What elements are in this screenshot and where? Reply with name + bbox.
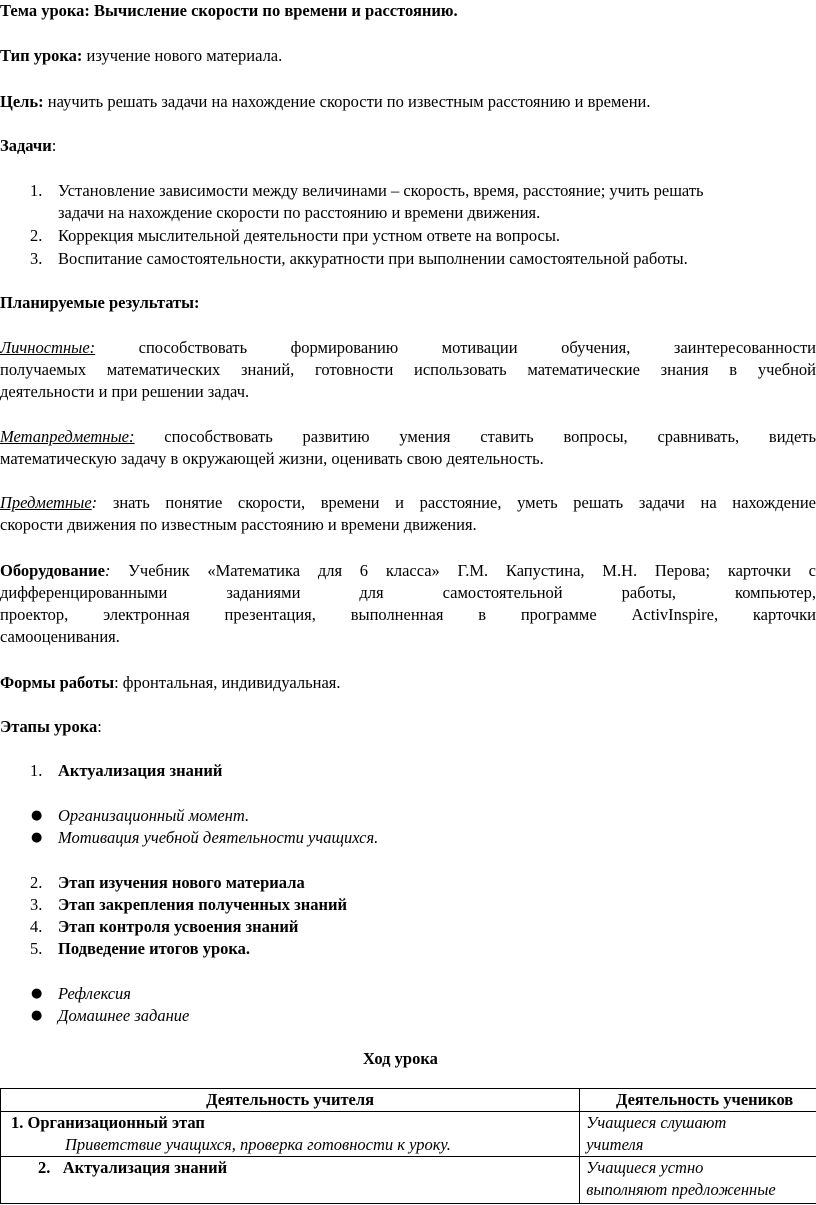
- row1-title: 1. Организационный этап: [11, 1113, 205, 1132]
- equipment-label: Оборудование: [0, 561, 105, 580]
- goal-line: [0, 91, 651, 113]
- personal-line-3: деятельности и при решении задач.: [0, 382, 250, 401]
- stage-1: Актуализация знаний: [58, 761, 223, 780]
- final-bullet: Рефлексия: [58, 984, 131, 1003]
- stage-number: 3.: [30, 895, 43, 914]
- topic-text: Вычисление скорости по времени и расстоянию.: [94, 1, 458, 20]
- stage-1-bullet: Организационный момент.: [58, 806, 250, 825]
- equipment-line-1: Оборудование: Учебник «Математика для 6 класса» Г.М. Капустина, М.Н. Перова; карточки с: [0, 561, 816, 580]
- personal-line-2: получаемых математических знаний, готовности использовать математические знания в учебной: [0, 360, 816, 379]
- teacher-cell: [1, 1112, 580, 1157]
- task-1-line-2: задачи на нахождение скорости по расстоянию и времени движения.: [58, 203, 541, 222]
- final-bullet: Домашнее задание: [58, 1006, 190, 1025]
- task-3: Воспитание самостоятельности, аккуратности при выполнении самостоятельной работы.: [58, 249, 688, 268]
- goal-label: Цель:: [0, 92, 44, 111]
- stages-heading: Этапы урока:: [0, 717, 102, 736]
- table-header-row: [1, 1089, 816, 1112]
- stage-3: Этап закрепления полученных знаний: [58, 895, 348, 914]
- col-teacher-header: Деятельность учителя: [1, 1089, 580, 1112]
- forms-line: Формы работы: фронтальная, индивидуальная.: [0, 673, 341, 692]
- task-number: 3.: [30, 249, 43, 268]
- bullet-icon: ●: [31, 830, 43, 845]
- results-heading: Планируемые результаты:: [0, 293, 200, 312]
- stage-2: Этап изучения нового материала: [58, 873, 305, 892]
- bullet-icon: ●: [31, 986, 43, 1001]
- stage-number: 1.: [30, 761, 43, 780]
- task-2: Коррекция мыслительной деятельности при устном ответе на вопросы.: [58, 226, 561, 245]
- teacher-cell: [1, 1157, 580, 1204]
- stage-4: Этап контроля усвоения знаний: [58, 917, 299, 936]
- forms-label: Формы работы: [0, 673, 115, 692]
- stage-1-bullet: Мотивация учебной деятельности учащихся.: [58, 828, 379, 847]
- subject-line-1: Предметные: знать понятие скорости, времени и расстояние, уметь решать задачи на нахождение: [0, 493, 816, 512]
- students-cell: Учащиеся слушают учителя: [580, 1112, 816, 1157]
- stage-number: 5.: [30, 939, 43, 958]
- subject-line-2: скорости движения по известным расстоянию и времени движения.: [0, 515, 477, 534]
- forms-value: фронтальная, индивидуальная.: [122, 673, 341, 692]
- meta-line-2: математическую задачу в окружающей жизни, оценивать свою деятельность.: [0, 449, 544, 468]
- students-cell: Учащиеся устно выполняют предложенные: [580, 1157, 816, 1204]
- stage-number: 2.: [30, 873, 43, 892]
- bullet-icon: ●: [31, 808, 43, 823]
- row2-title: 2. Актуализация знаний: [38, 1158, 228, 1177]
- equipment-line-4: самооценивания.: [0, 627, 120, 646]
- goal-text: научить решать задачи на нахождение скорости по известным расстоянию и времени.: [47, 92, 651, 111]
- table-row: [1, 1112, 816, 1157]
- lesson-type-text: изучение нового материала.: [86, 46, 283, 65]
- personal-line-1: Личностные: способствовать формированию мотивации обучения, заинтересованности: [0, 338, 816, 357]
- equipment-line-3: проектор, электронная презентация, выполненная в программе ActivInspire, карточки: [0, 605, 816, 624]
- task-number: 1.: [30, 181, 43, 200]
- topic-label: Тема урока:: [0, 1, 90, 20]
- course-title: Ход урока: [363, 1049, 438, 1068]
- bullet-icon: ●: [31, 1008, 43, 1023]
- course-table: [0, 1088, 816, 1204]
- topic-line: [0, 0, 458, 22]
- table-row: [1, 1157, 816, 1204]
- meta-label: Метапредметные:: [0, 427, 135, 446]
- task-number: 2.: [30, 226, 43, 245]
- stage-5: Подведение итогов урока.: [58, 939, 251, 958]
- tasks-heading: Задачи:: [0, 136, 57, 155]
- task-1-line-1: Установление зависимости между величинами – скорость, время, расстояние; учить решать: [58, 181, 704, 200]
- lesson-type-line: [0, 45, 282, 67]
- lesson-type-label: Тип урока:: [0, 46, 83, 65]
- subject-label: Предметные: [0, 493, 92, 512]
- col-students-header: Деятельность учеников: [580, 1089, 816, 1112]
- row1-text: Приветствие учащихся, проверка готовности к уроку.: [65, 1135, 451, 1154]
- personal-label: Личностные:: [0, 338, 96, 357]
- equipment-line-2: дифференцированными заданиями для самостоятельной работы, компьютер,: [0, 583, 816, 602]
- meta-line-1: Метапредметные: способствовать развитию умения ставить вопросы, сравнивать, видеть: [0, 427, 816, 446]
- stage-number: 4.: [30, 917, 43, 936]
